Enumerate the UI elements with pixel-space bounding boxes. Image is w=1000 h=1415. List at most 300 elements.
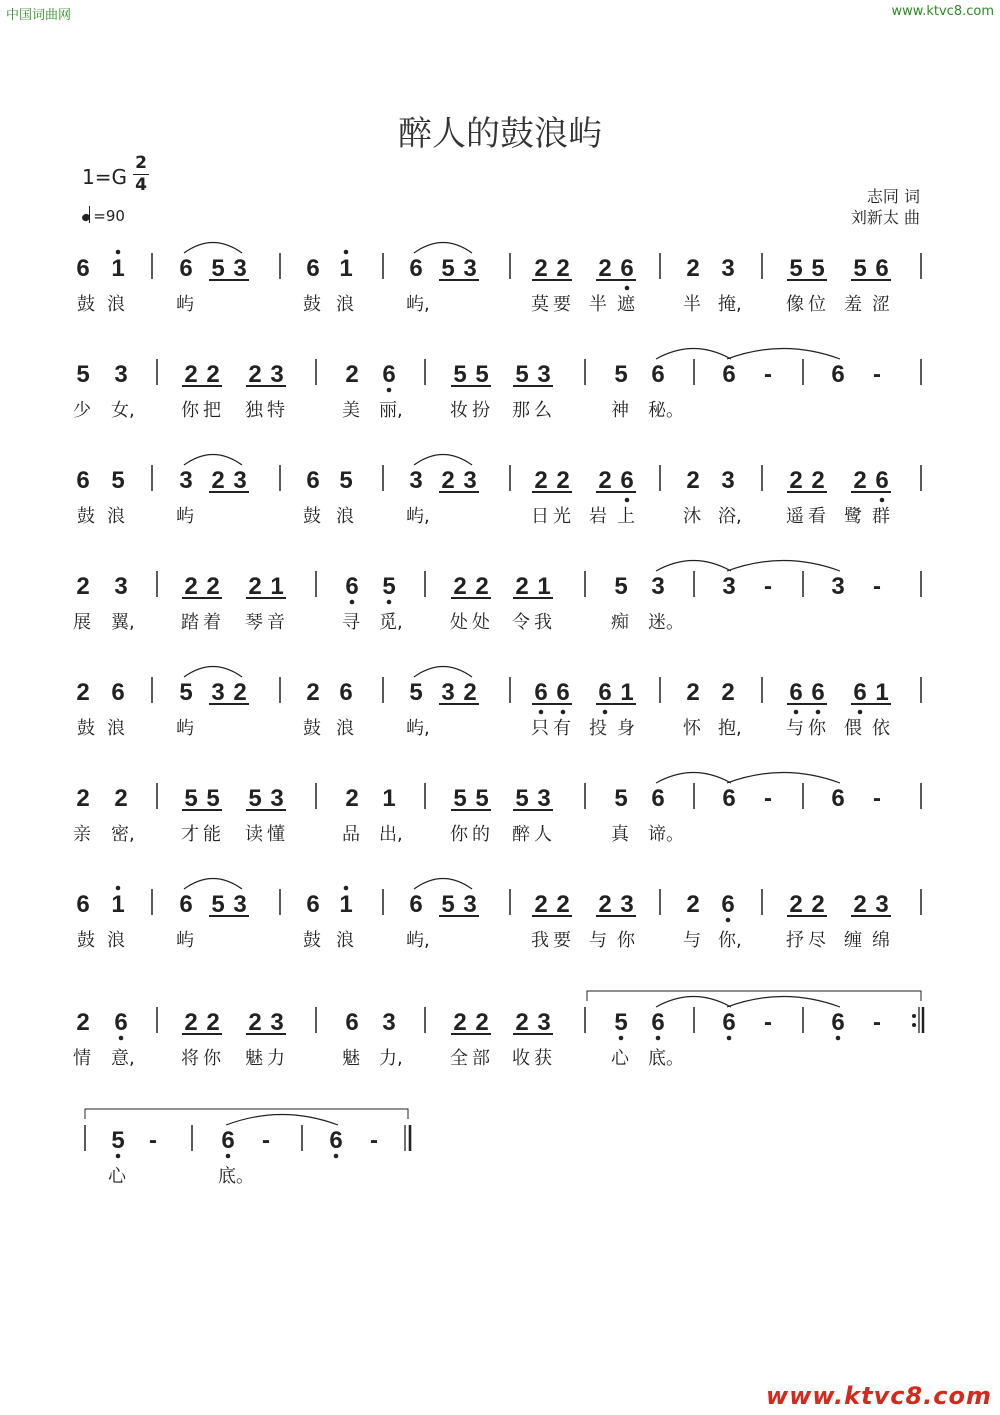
lyric-char: 你 xyxy=(808,718,826,739)
score-note: 6 xyxy=(651,361,665,388)
score-note: 2 xyxy=(463,679,477,706)
score-note: 2 xyxy=(686,891,700,918)
score-note: 3 xyxy=(270,1009,284,1036)
slur-arc xyxy=(226,1115,338,1126)
hold-dash: - xyxy=(764,361,772,388)
score-note: 5 xyxy=(789,255,803,282)
lyric-char: 美 xyxy=(342,400,360,421)
lyric-char: 浪 xyxy=(107,718,125,739)
composer-credit: 刘新太 曲 xyxy=(850,208,920,227)
lyric-char: 浪 xyxy=(336,718,354,739)
score-note: 6 xyxy=(853,679,867,706)
score-note: 5 xyxy=(339,467,353,494)
lyric-char: 力 xyxy=(267,1048,285,1069)
score-note: 6 xyxy=(409,255,423,282)
lyric-char: 尽 xyxy=(808,930,826,951)
score-note: 6 xyxy=(76,467,90,494)
lyric-char: 读 xyxy=(245,824,263,845)
score-note: 2 xyxy=(306,679,320,706)
octave-dot-below xyxy=(880,498,885,503)
score-note: 5 xyxy=(184,785,198,812)
lyric-char: 偎 xyxy=(844,718,862,739)
score-note: 6 xyxy=(306,891,320,918)
hold-dash: - xyxy=(370,1127,378,1154)
lyric-char: 群 xyxy=(872,506,890,527)
lyric-char: 把 xyxy=(203,400,221,421)
score-note: 6 xyxy=(789,679,803,706)
lyric-char: 你, xyxy=(718,930,742,951)
score-note: 6 xyxy=(76,255,90,282)
score-note: 2 xyxy=(233,679,247,706)
lyric-char: 么 xyxy=(534,400,552,421)
score-note: 2 xyxy=(598,891,612,918)
score-note: 6 xyxy=(382,361,396,388)
octave-dot-below xyxy=(625,286,630,291)
lyric-char: 真 xyxy=(611,824,629,845)
octave-dot-below xyxy=(858,710,863,715)
score-note: 2 xyxy=(453,573,467,600)
score-note: 6 xyxy=(534,679,548,706)
lyric-char: 沐 xyxy=(683,506,701,527)
score-note: 2 xyxy=(534,255,548,282)
slur-arc xyxy=(656,997,731,1008)
score-note: 2 xyxy=(345,361,359,388)
score-note: 6 xyxy=(811,679,825,706)
octave-dot-below xyxy=(350,600,355,605)
lyric-char: 亲 xyxy=(73,824,91,845)
lyric-char: 女, xyxy=(111,400,135,421)
score-note: 2 xyxy=(721,679,735,706)
score-note: 2 xyxy=(184,573,198,600)
site-name-left[interactable]: 中国词曲网 xyxy=(6,8,72,23)
slur-arc xyxy=(727,773,840,784)
score-note: 2 xyxy=(811,891,825,918)
slur-arc xyxy=(727,997,840,1008)
lyric-char: 浪 xyxy=(336,930,354,951)
score-note: 3 xyxy=(114,361,128,388)
lyric-char: 心 xyxy=(108,1166,126,1187)
lyric-char: 身 xyxy=(617,718,635,739)
hold-dash: - xyxy=(764,573,772,600)
score-note: 2 xyxy=(853,891,867,918)
hold-dash: - xyxy=(262,1127,270,1154)
lyric-char: 鼓 xyxy=(77,294,95,315)
lyric-char: 半 xyxy=(683,294,701,315)
score-note: 6 xyxy=(651,1009,665,1036)
score-note: 6 xyxy=(556,679,570,706)
lyric-char: 羞 xyxy=(844,294,862,315)
lyric-char: 才 xyxy=(181,824,199,845)
score-note: 5 xyxy=(441,255,455,282)
octave-dot-below xyxy=(387,388,392,393)
lyric-char: 屿, xyxy=(406,294,430,315)
score-note: 6 xyxy=(722,361,736,388)
lyric-char: 我 xyxy=(531,930,549,951)
score-note: 2 xyxy=(534,467,548,494)
lyric-char: 懂 xyxy=(267,824,285,845)
score-note: 6 xyxy=(722,785,736,812)
lyric-char: 丽, xyxy=(379,400,403,421)
score-note: 3 xyxy=(409,467,423,494)
lyric-char: 鼓 xyxy=(77,718,95,739)
score-note: 3 xyxy=(721,255,735,282)
lyric-char: 要 xyxy=(553,294,571,315)
score-note: 5 xyxy=(614,1009,628,1036)
lyric-char: 浴, xyxy=(718,506,742,527)
score-note: 2 xyxy=(453,1009,467,1036)
score-note: 2 xyxy=(515,1009,529,1036)
score-note: 5 xyxy=(409,679,423,706)
score-note: 3 xyxy=(722,573,736,600)
score-note: 2 xyxy=(441,467,455,494)
score-note: 3 xyxy=(831,573,845,600)
volta-bracket xyxy=(85,1109,408,1119)
score-note: 5 xyxy=(248,785,262,812)
score-note: 5 xyxy=(111,467,125,494)
score-note: 3 xyxy=(382,1009,396,1036)
hold-dash: - xyxy=(764,1009,772,1036)
lyric-char: 鼓 xyxy=(303,294,321,315)
lyric-char: 屿 xyxy=(176,294,194,315)
score-note: 3 xyxy=(620,891,634,918)
lyric-char: 底。 xyxy=(648,1048,684,1069)
score-note: 5 xyxy=(475,361,489,388)
lyric-char: 鼓 xyxy=(77,506,95,527)
score-note: 6 xyxy=(221,1127,235,1154)
lyric-char: 浪 xyxy=(336,294,354,315)
score-note: 5 xyxy=(515,361,529,388)
lyric-char: 处 xyxy=(472,612,490,633)
octave-dot-below xyxy=(119,1036,124,1041)
lyric-char: 令 xyxy=(512,612,530,633)
score-note: 2 xyxy=(686,679,700,706)
score-note: 2 xyxy=(475,1009,489,1036)
octave-dot-above xyxy=(116,886,121,891)
lyric-char: 掩, xyxy=(718,294,742,315)
lyric-char: 屿, xyxy=(406,718,430,739)
tempo-value: =90 xyxy=(93,207,125,225)
lyric-char: 特 xyxy=(267,400,285,421)
lyric-char: 情 xyxy=(73,1048,91,1069)
octave-dot-above xyxy=(116,250,121,255)
slur-arc xyxy=(414,667,472,678)
score-note: 5 xyxy=(211,891,225,918)
score-note: 2 xyxy=(789,467,803,494)
lyric-char: 缠 xyxy=(844,930,862,951)
slur-arc xyxy=(727,561,840,572)
lyric-char: 能 xyxy=(203,824,221,845)
lyric-char: 品 xyxy=(342,824,360,845)
slur-arc xyxy=(414,243,472,254)
lyric-char: 屿 xyxy=(176,718,194,739)
score-note: 1 xyxy=(339,891,353,918)
score-note: 6 xyxy=(875,467,889,494)
lyric-char: 与 xyxy=(683,930,701,951)
octave-dot-below xyxy=(656,1036,661,1041)
score-note: 2 xyxy=(248,361,262,388)
score-note: 2 xyxy=(598,467,612,494)
lyric-char: 浪 xyxy=(107,294,125,315)
score-note: 1 xyxy=(537,573,551,600)
score-note: 6 xyxy=(76,891,90,918)
score-note: 6 xyxy=(114,1009,128,1036)
score-note: 2 xyxy=(76,1009,90,1036)
score-note: 6 xyxy=(339,679,353,706)
score-note: 2 xyxy=(76,679,90,706)
lyric-char: 谛。 xyxy=(648,824,684,845)
score-note: 2 xyxy=(76,785,90,812)
score-note: 6 xyxy=(875,255,889,282)
slur-arc xyxy=(656,349,731,360)
score-note: 2 xyxy=(184,1009,198,1036)
score-note: 2 xyxy=(556,467,570,494)
score-note: 3 xyxy=(537,361,551,388)
score-note: 5 xyxy=(515,785,529,812)
hold-dash: - xyxy=(873,785,881,812)
lyric-char: 你 xyxy=(181,400,199,421)
score-note: 5 xyxy=(614,785,628,812)
score-note: 2 xyxy=(248,1009,262,1036)
lyric-char: 全 xyxy=(450,1048,468,1069)
score-note: 3 xyxy=(179,467,193,494)
score-note: 3 xyxy=(270,361,284,388)
hold-dash: - xyxy=(873,361,881,388)
score-note: 5 xyxy=(111,1127,125,1154)
slur-arc xyxy=(656,773,731,784)
octave-dot-below xyxy=(387,600,392,605)
score-note: 3 xyxy=(463,891,477,918)
hold-dash: - xyxy=(873,1009,881,1036)
score-note: 6 xyxy=(179,255,193,282)
lyric-char: 要 xyxy=(553,930,571,951)
score-note: 2 xyxy=(853,467,867,494)
lyric-char: 魅 xyxy=(245,1048,263,1069)
lyric-char: 翼, xyxy=(111,612,135,633)
octave-dot-below xyxy=(603,710,608,715)
octave-dot-below xyxy=(226,1154,231,1159)
lyric-char: 着 xyxy=(203,612,221,633)
score-note: 3 xyxy=(114,573,128,600)
score-note: 2 xyxy=(789,891,803,918)
score-note: 2 xyxy=(206,361,220,388)
score-note: 5 xyxy=(811,255,825,282)
score-note: 2 xyxy=(556,255,570,282)
score-note: 3 xyxy=(270,785,284,812)
lyric-char: 莫 xyxy=(531,294,549,315)
score-note: 2 xyxy=(248,573,262,600)
lyric-char: 屿 xyxy=(176,930,194,951)
octave-dot-below xyxy=(625,498,630,503)
time-signature-top: 2 xyxy=(135,153,147,173)
lyric-char: 扮 xyxy=(472,400,490,421)
lyric-char: 妆 xyxy=(450,400,468,421)
lyric-char: 位 xyxy=(808,294,826,315)
octave-dot-below xyxy=(727,1036,732,1041)
hold-dash: - xyxy=(873,573,881,600)
lyric-char: 怀 xyxy=(683,718,701,739)
score-note: 2 xyxy=(76,573,90,600)
lyric-char: 出, xyxy=(379,824,403,845)
score-note: 1 xyxy=(111,891,125,918)
score-note: 3 xyxy=(233,467,247,494)
lyric-char: 迷。 xyxy=(648,612,684,633)
lyric-char: 魅 xyxy=(342,1048,360,1069)
score-note: 2 xyxy=(686,255,700,282)
score-note: 2 xyxy=(206,1009,220,1036)
score-note: 2 xyxy=(475,573,489,600)
lyric-char: 部 xyxy=(472,1048,490,1069)
score-note: 2 xyxy=(211,467,225,494)
lyric-char: 密, xyxy=(111,824,135,845)
lyric-char: 浪 xyxy=(107,506,125,527)
lyric-char: 涩 xyxy=(872,294,890,315)
lyric-char: 鼓 xyxy=(303,718,321,739)
lyric-char: 意, xyxy=(111,1048,135,1069)
lyric-char: 神 xyxy=(611,400,629,421)
lyric-char: 绵 xyxy=(872,930,890,951)
time-signature-bottom: 4 xyxy=(135,175,147,195)
lyric-char: 依 xyxy=(872,718,890,739)
lyric-char: 遮 xyxy=(617,294,635,315)
slur-arc xyxy=(184,455,242,466)
lyric-char: 鹭 xyxy=(844,506,862,527)
score-note: 2 xyxy=(114,785,128,812)
lyric-char: 痴 xyxy=(611,612,629,633)
score-note: 5 xyxy=(453,361,467,388)
hold-dash: - xyxy=(764,785,772,812)
score-note: 2 xyxy=(811,467,825,494)
score-note: 3 xyxy=(721,467,735,494)
lyric-char: 屿, xyxy=(406,506,430,527)
footer-logo[interactable]: www.ktvc8.com xyxy=(766,1382,992,1410)
lyric-char: 只 xyxy=(531,718,549,739)
lyric-char: 独 xyxy=(245,400,263,421)
score-note: 1 xyxy=(111,255,125,282)
score-note: 5 xyxy=(441,891,455,918)
lyric-char: 我 xyxy=(534,612,552,633)
lyric-char: 抱, xyxy=(718,718,742,739)
score-note: 6 xyxy=(409,891,423,918)
octave-dot-above xyxy=(344,250,349,255)
lyric-char: 处 xyxy=(450,612,468,633)
score-note: 5 xyxy=(475,785,489,812)
octave-dot-below xyxy=(539,710,544,715)
lyric-char: 浪 xyxy=(336,506,354,527)
score-note: 3 xyxy=(463,255,477,282)
lyric-char: 少 xyxy=(73,400,91,421)
repeat-dot xyxy=(912,1014,916,1018)
octave-dot-below xyxy=(334,1154,339,1159)
slur-arc xyxy=(184,667,242,678)
lyric-char: 底。 xyxy=(218,1166,254,1187)
score-note: 2 xyxy=(184,361,198,388)
score-note: 5 xyxy=(453,785,467,812)
score-note: 2 xyxy=(556,891,570,918)
lyric-char: 心 xyxy=(611,1048,629,1069)
score-note: 6 xyxy=(345,1009,359,1036)
lyric-char: 投 xyxy=(589,718,607,739)
score-note: 6 xyxy=(329,1127,343,1154)
score-note: 6 xyxy=(831,1009,845,1036)
score-note: 6 xyxy=(651,785,665,812)
lyric-char: 琴 xyxy=(245,612,263,633)
lyric-char: 踏 xyxy=(181,612,199,633)
score-note: 6 xyxy=(306,467,320,494)
lyric-char: 看 xyxy=(808,506,826,527)
lyric-char: 浪 xyxy=(107,930,125,951)
lyric-char: 将 xyxy=(181,1048,199,1069)
score-note: 6 xyxy=(721,891,735,918)
lyric-char: 你 xyxy=(203,1048,221,1069)
score-note: 6 xyxy=(620,467,634,494)
score-note: 5 xyxy=(206,785,220,812)
score-note: 6 xyxy=(831,785,845,812)
lyric-char: 寻 xyxy=(342,612,360,633)
lyric-char: 觅, xyxy=(379,612,403,633)
score-note: 3 xyxy=(463,467,477,494)
repeat-dot xyxy=(912,1023,916,1027)
octave-dot-below xyxy=(726,918,731,923)
lyric-char: 秘。 xyxy=(648,400,684,421)
lyric-char: 那 xyxy=(512,400,530,421)
score-note: 5 xyxy=(179,679,193,706)
score-note: 2 xyxy=(345,785,359,812)
score-note: 3 xyxy=(875,891,889,918)
lyric-char: 有 xyxy=(553,718,571,739)
score-note: 6 xyxy=(345,573,359,600)
score-note: 3 xyxy=(537,1009,551,1036)
lyric-char: 人 xyxy=(534,824,552,845)
key-signature: 1=G xyxy=(82,165,127,189)
score-note: 3 xyxy=(233,255,247,282)
score-note: 1 xyxy=(339,255,353,282)
lyric-char: 鼓 xyxy=(77,930,95,951)
score-note: 6 xyxy=(722,1009,736,1036)
score-note: 3 xyxy=(651,573,665,600)
lyric-char: 力, xyxy=(379,1048,403,1069)
song-title: 醉人的鼓浪屿 xyxy=(398,114,602,154)
octave-dot-below xyxy=(836,1036,841,1041)
octave-dot-below xyxy=(116,1154,121,1159)
lyric-char: 像 xyxy=(786,294,804,315)
score-note: 5 xyxy=(211,255,225,282)
lyric-char: 上 xyxy=(617,506,635,527)
score-note: 3 xyxy=(537,785,551,812)
lyric-char: 醉 xyxy=(512,824,530,845)
lyric-char: 展 xyxy=(73,612,91,633)
octave-dot-below xyxy=(561,710,566,715)
score-note: 1 xyxy=(382,785,396,812)
score-note: 6 xyxy=(179,891,193,918)
slur-arc xyxy=(414,455,472,466)
score-note: 2 xyxy=(534,891,548,918)
score-note: 5 xyxy=(382,573,396,600)
score-note: 2 xyxy=(515,573,529,600)
slur-arc xyxy=(727,349,840,360)
lyric-char: 岩 xyxy=(589,506,607,527)
score-note: 6 xyxy=(620,255,634,282)
score-note: 2 xyxy=(686,467,700,494)
lyricist-credit: 志同 词 xyxy=(866,187,920,206)
lyric-char: 你 xyxy=(450,824,468,845)
lyric-char: 音 xyxy=(267,612,285,633)
octave-dot-below xyxy=(816,710,821,715)
site-url-right[interactable]: www.ktvc8.com xyxy=(891,4,994,19)
score-note: 2 xyxy=(206,573,220,600)
score-note: 6 xyxy=(111,679,125,706)
slur-arc xyxy=(184,243,242,254)
lyric-char: 的 xyxy=(472,824,490,845)
